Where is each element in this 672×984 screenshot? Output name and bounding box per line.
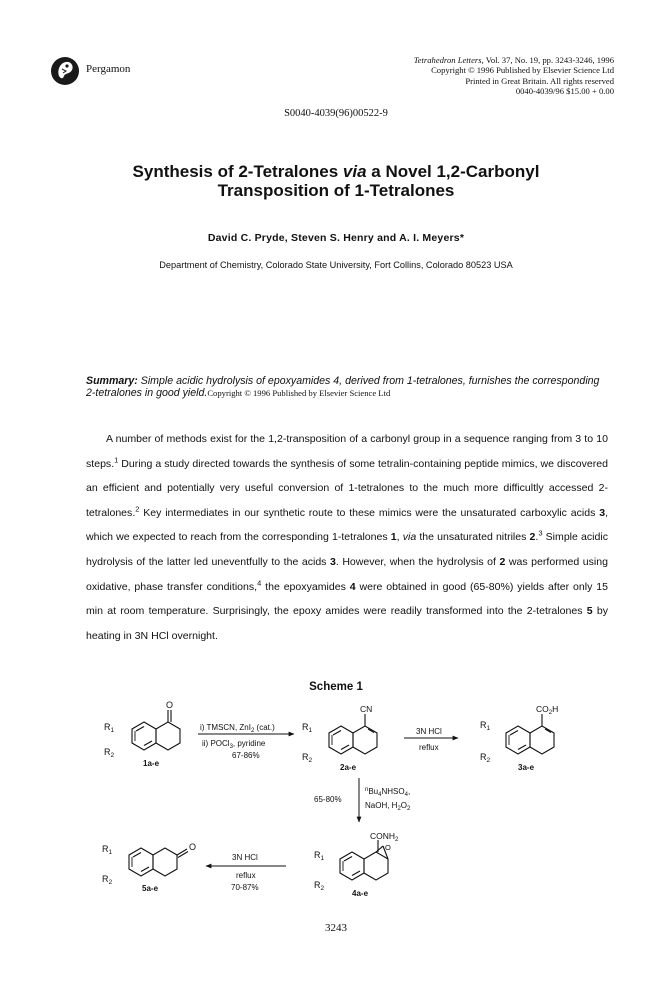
compound-number: 2 <box>529 531 536 544</box>
printed-line: Printed in Great Britain. All rights reserved <box>465 75 614 86</box>
journal-name: Tetrahedron Letters <box>413 55 482 65</box>
r2-text: R <box>314 880 321 890</box>
oxygen-label: O <box>166 700 174 710</box>
compound-label-4: 4a-e <box>352 889 369 898</box>
body-text: the epoxyamides <box>261 580 350 593</box>
scheme-title: Scheme 1 <box>309 681 363 693</box>
r2-subscript: 2 <box>320 885 325 892</box>
copyright-line: Copyright © 1996 Published by Elsevier Science Ltd <box>431 65 614 76</box>
r1-subscript: 1 <box>320 855 325 862</box>
r1-text: R <box>314 850 321 860</box>
r1-label <box>104 722 115 734</box>
step4-condition: reflux <box>236 871 256 880</box>
compound-number: 1 <box>390 531 397 544</box>
reference-marker: 1 <box>114 455 119 465</box>
structure-1-tetralone <box>132 710 180 750</box>
structure-4-epoxyamide <box>340 840 388 880</box>
reaction-scheme <box>86 700 608 900</box>
r2-text: R <box>104 747 111 757</box>
step3b-subscript: 2 <box>397 806 401 812</box>
r2-text: R <box>102 874 109 884</box>
step3-yield: 65-80% <box>314 795 342 804</box>
body-text: , <box>396 531 403 544</box>
body-text: by heating in 3N HCl overnight. <box>86 605 608 642</box>
step2-condition: reflux <box>419 743 439 752</box>
journal-header <box>414 55 614 97</box>
step3b-text: NaOH, H <box>365 801 398 810</box>
r1-label <box>480 720 491 732</box>
citation-details: , Vol. 37, No. 19, pp. 3243-3246, 1996 <box>481 55 614 65</box>
summary-label: Summary: <box>86 375 138 387</box>
amide-label <box>370 831 399 843</box>
step3-reagent-a <box>365 787 410 798</box>
summary-copyright: Copyright © 1996 Published by Elsevier Science Ltd <box>207 388 391 398</box>
body-text: were obtained in good (65-80%) yields after only 15 min at room temperature. Surprisingly, the epoxy amides were readily transformed into the 2-tetralones <box>86 580 608 618</box>
r1-label <box>102 844 113 856</box>
amide-text: CONH <box>370 831 396 841</box>
epoxide-oxygen-label: O <box>385 843 391 852</box>
step1-subscript: 2 <box>250 728 255 734</box>
step1b-text: ii) POCl <box>202 739 230 748</box>
step3-reagent-b <box>365 801 411 812</box>
compound-label-5: 5a-e <box>142 884 159 893</box>
issn-line: 0040-4039/96 $15.00 + 0.00 <box>515 86 614 97</box>
body-text: , which we expected to reach from the corresponding 1-tetralones <box>86 506 608 544</box>
r1-subscript: 1 <box>108 849 113 856</box>
title-part: Synthesis of 2-Tetralones <box>132 162 343 181</box>
r2-text: R <box>302 752 309 762</box>
page-number: 3243 <box>325 922 347 934</box>
r2-subscript: 2 <box>308 757 313 764</box>
r1-text: R <box>102 844 109 854</box>
step3b-subscript-2: 2 <box>407 806 411 812</box>
r2-label <box>102 874 113 886</box>
title-part: a Novel 1,2-Carbonyl <box>366 162 540 181</box>
affiliation: Department of Chemistry, Colorado State University, Fort Collins, Colorado 80523 USA <box>159 260 513 270</box>
step1-yield: 67-86% <box>232 751 260 760</box>
nitrile-label: CN <box>360 704 373 714</box>
compound-number: 3 <box>599 506 606 519</box>
paper-title <box>80 162 592 200</box>
step1-reagent-a <box>200 723 275 734</box>
step4-yield: 70-87% <box>231 883 259 892</box>
body-text: During a study directed towards the synthesis of some tetralin-containing peptide mimics, we discovered an efficient and potentially very useful conversion of 1-tetralones to the much more difficultly accessed 2-tetralones. <box>86 457 608 519</box>
reference-marker: 3 <box>538 528 543 538</box>
step1b-subscript: 3 <box>229 744 233 750</box>
r2-subscript: 2 <box>108 879 113 886</box>
step4-reagent: 3N HCl <box>232 853 258 862</box>
r1-label <box>314 850 325 862</box>
step3-superscript: n <box>365 787 369 793</box>
summary-text: Simple acidic hydrolysis of epoxyamides 4, derived from 1-tetralones, furnishes the corresponding 2-tetralones in good yield. <box>86 375 600 399</box>
r2-label <box>480 752 491 764</box>
body-text: . However, when the hydrolysis of <box>335 555 500 568</box>
compound-label-2: 2a-e <box>340 763 357 772</box>
step3-subscript-2: 4 <box>404 792 408 798</box>
body-text: Simple acidic hydrolysis of the latter led uneventfully to the acids <box>86 531 608 568</box>
compound-number: 4 <box>349 580 356 593</box>
r1-label <box>302 722 313 734</box>
title-via: via <box>342 162 367 181</box>
body-text: Key intermediates in our synthetic route to these mimics were the unsaturated carboxylic acids <box>139 506 600 519</box>
authors: David C. Pryde, Steven S. Henry and A. I. Meyers* <box>207 232 465 244</box>
structure-5-2-tetralone <box>129 848 188 876</box>
structure-3-acid <box>506 714 554 754</box>
acid-text: CO <box>536 704 549 714</box>
ketone-oxygen-label: O <box>189 842 197 852</box>
r1-text: R <box>480 720 487 730</box>
structure-2-nitrile <box>329 714 377 754</box>
r1-subscript: 1 <box>486 725 491 732</box>
body-paragraph <box>86 427 608 648</box>
reference-marker: 2 <box>135 504 140 514</box>
article-code: S0040-4039(96)00522-9 <box>284 108 388 119</box>
body-text: A number of methods exist for the 1,2-transposition of a carbonyl group in a sequence ranging from 3 to 10 steps. <box>86 433 608 470</box>
compound-number: 2 <box>499 555 506 568</box>
compound-number: 3 <box>329 555 336 568</box>
body-text: was performed using oxidative, phase transfer conditions, <box>86 555 608 593</box>
r1-subscript: 1 <box>110 727 115 734</box>
compound-label-1: 1a-e <box>143 759 160 768</box>
carboxylic-acid-label <box>536 704 558 716</box>
acid-subscript: 2 <box>548 710 553 716</box>
r1-text: R <box>104 722 111 732</box>
amide-subscript: 2 <box>395 837 399 843</box>
pergamon-logo-icon <box>50 56 80 86</box>
step1-text: i) TMSCN, ZnI <box>200 723 251 732</box>
step2-reagent: 3N HCl <box>416 727 442 736</box>
step3-text-tail: , <box>407 787 411 796</box>
compound-number: 5 <box>586 605 593 618</box>
r2-text: R <box>480 752 487 762</box>
body-italic-via: via <box>402 531 417 544</box>
publisher-name: Pergamon <box>86 63 131 75</box>
body-text: . <box>535 531 539 544</box>
compound-label-3: 3a-e <box>518 763 535 772</box>
r2-label <box>302 752 313 764</box>
r2-subscript: 2 <box>486 757 491 764</box>
step3-text-mid: NHSO <box>381 787 405 796</box>
citation-line <box>414 55 614 65</box>
r2-label <box>314 880 325 892</box>
reference-marker: 4 <box>257 578 262 588</box>
summary <box>86 375 608 399</box>
step1b-text-end: , pyridine <box>232 739 266 748</box>
r1-subscript: 1 <box>308 727 313 734</box>
step1-reagent-b <box>202 739 266 750</box>
step1-text-end: (cat.) <box>254 723 275 732</box>
r2-subscript: 2 <box>110 752 115 759</box>
r2-label <box>104 747 115 759</box>
title-line-2: Transposition of 1-Tetralones <box>217 181 455 200</box>
step3-text: Bu <box>368 787 379 796</box>
r1-text: R <box>302 722 309 732</box>
body-text: the unsaturated nitriles <box>416 531 530 544</box>
acid-text-end: H <box>552 704 559 714</box>
step3-subscript: 4 <box>378 792 382 798</box>
step3b-text-mid: O <box>400 801 408 810</box>
